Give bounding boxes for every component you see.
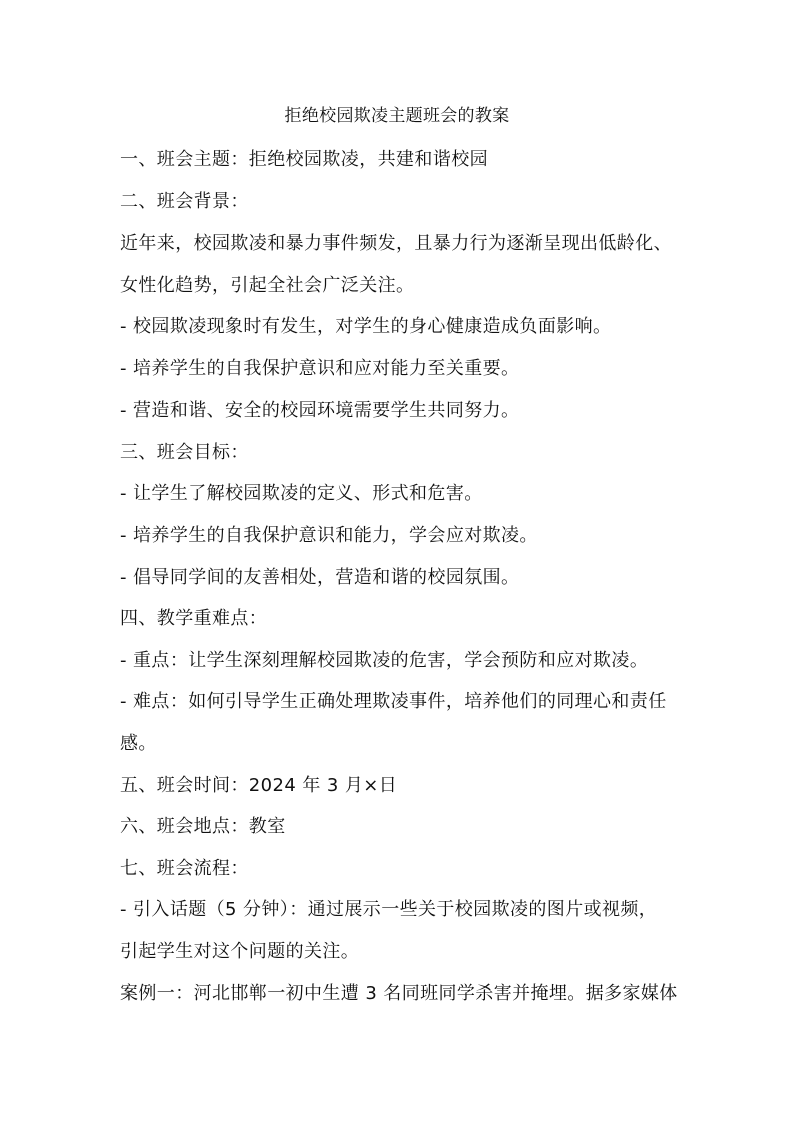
paragraph-line: 女性化趋势，引起全社会广泛关注。 (120, 275, 415, 296)
document-title: 拒绝校园欺凌主题班会的教案 (284, 106, 510, 126)
paragraph-line: 引起学生对这个问题的关注。 (120, 941, 360, 962)
bullet-item: - 引入话题（5 分钟）：通过展示一些关于校园欺凌的图片或视频， (120, 899, 658, 920)
section-heading-theme: 一、班会主题：拒绝校园欺凌，共建和谐校园 (120, 149, 488, 170)
bullet-item: - 难点：如何引导学生正确处理欺凌事件，培养他们的同理心和责任 (120, 691, 667, 712)
bullet-item: - 让学生了解校园欺凌的定义、形式和危害。 (120, 483, 483, 504)
section-heading-process: 七、班会流程： (120, 858, 249, 879)
bullet-item: - 培养学生的自我保护意识和能力，学会应对欺凌。 (120, 525, 538, 546)
bullet-item: - 培养学生的自我保护意识和应对能力至关重要。 (120, 358, 520, 379)
section-heading-key-points: 四、教学重难点： (120, 608, 268, 629)
paragraph-line: 感。 (120, 733, 157, 754)
section-heading-location: 六、班会地点：教室 (120, 816, 286, 837)
case-paragraph-line: 案例一：河北邯郸一初中生遭 3 名同班同学杀害并掩埋。据多家媒体 (120, 983, 678, 1004)
bullet-item: - 营造和谐、安全的校园环境需要学生共同努力。 (120, 400, 520, 421)
section-heading-goals: 三、班会目标： (120, 442, 249, 463)
bullet-item: - 重点：让学生深刻理解校园欺凌的危害，学会预防和应对欺凌。 (120, 650, 649, 671)
bullet-item: - 倡导同学间的友善相处，营造和谐的校园氛围。 (120, 567, 520, 588)
paragraph-line: 近年来，校园欺凌和暴力事件频发，且暴力行为逐渐呈现出低龄化、 (120, 233, 672, 254)
section-heading-background: 二、班会背景： (120, 191, 249, 212)
bullet-item: - 校园欺凌现象时有发生，对学生的身心健康造成负面影响。 (120, 316, 612, 337)
section-heading-time: 五、班会时间：2024 年 3 月×日 (120, 775, 398, 796)
